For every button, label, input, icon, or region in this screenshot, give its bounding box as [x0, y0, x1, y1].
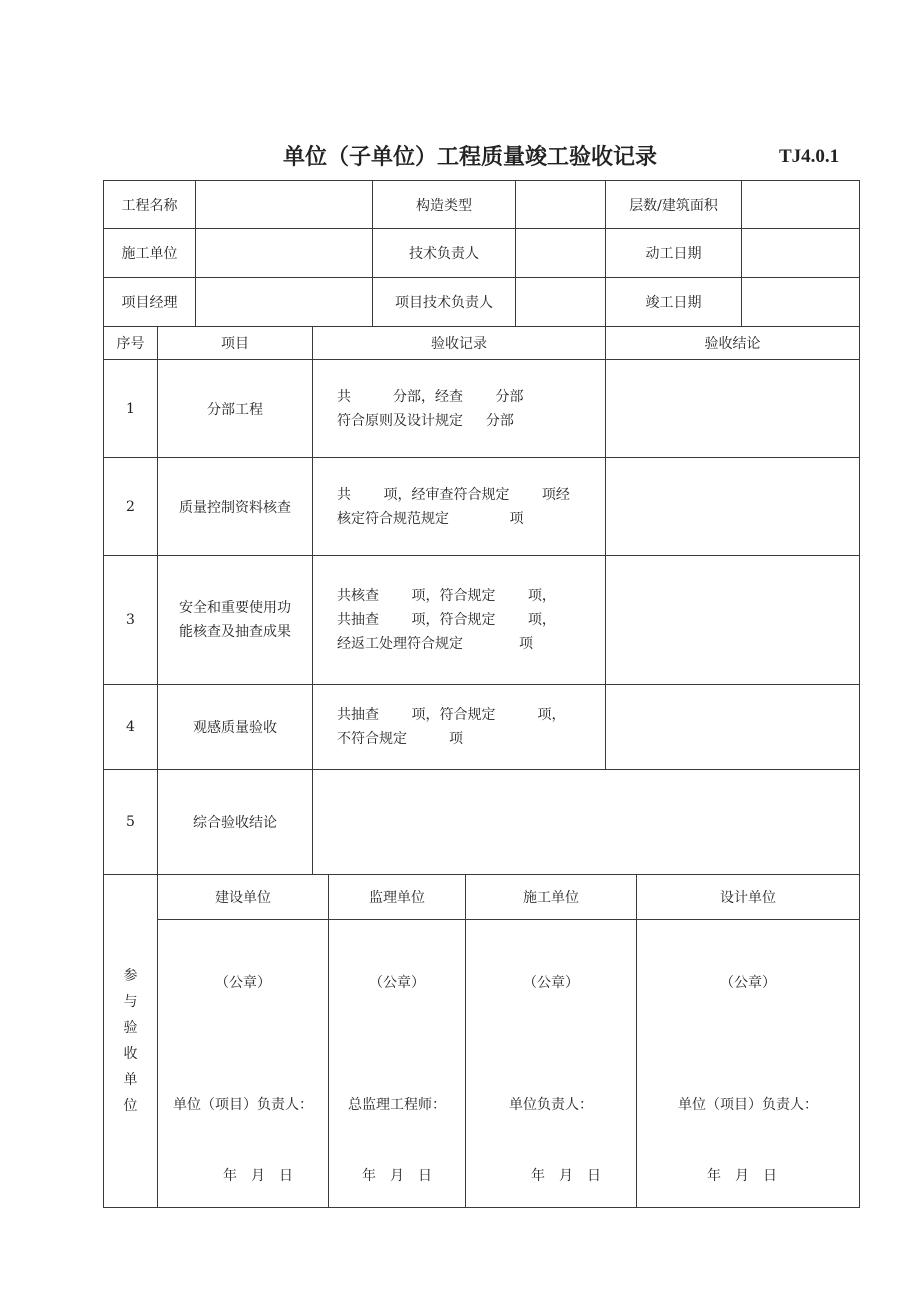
signer-label: 单位（项目）负责人：	[678, 1097, 818, 1113]
unit-name: 设计单位	[636, 874, 860, 920]
signature-cell[interactable]	[636, 919, 860, 1208]
signer-label: 总监理工程师：	[348, 1097, 446, 1113]
date-label: 年 月 日	[531, 1168, 601, 1184]
start-date-field[interactable]	[741, 228, 860, 278]
floors-area-field[interactable]	[741, 180, 860, 229]
unit-name: 施工单位	[465, 874, 637, 920]
label-tech-lead: 技术负责人	[372, 228, 516, 278]
header-conclusion: 验收结论	[605, 326, 860, 360]
project-tech-lead-field[interactable]	[515, 277, 606, 327]
unit-name: 监理单位	[328, 874, 466, 920]
project-manager-field[interactable]	[195, 277, 373, 327]
unit-name: 建设单位	[157, 874, 329, 920]
row-item: 分部工程	[157, 359, 313, 458]
seal-label: （公章）	[369, 975, 425, 991]
signature-cell[interactable]	[157, 919, 329, 1208]
label-completion-date: 竣工日期	[605, 277, 742, 327]
label-structure-type: 构造类型	[372, 180, 516, 229]
row-record: 共 项，经审查符合规定 项经 核定符合规范规定 项	[312, 457, 606, 556]
participants-label-cell	[103, 874, 158, 1208]
seal-label: （公章）	[523, 975, 579, 991]
row-item: 观感质量验收	[157, 684, 313, 770]
row-no: 5	[103, 769, 158, 875]
structure-type-field[interactable]	[515, 180, 606, 229]
row-item: 安全和重要使用功 能核查及抽查成果	[157, 555, 313, 685]
row-conclusion-field[interactable]	[605, 457, 860, 556]
label-project-tech-lead: 项目技术负责人	[372, 277, 516, 327]
row-record: 共核查 项，符合规定 项， 共抽查 项，符合规定 项， 经返工处理符合规定 项	[312, 555, 606, 685]
label-floors-area: 层数/建筑面积	[605, 180, 742, 229]
row-no: 4	[103, 684, 158, 770]
project-name-field[interactable]	[195, 180, 373, 229]
row-no: 1	[103, 359, 158, 458]
page-title: 单位（子单位）工程质量竣工验收记录	[282, 145, 657, 170]
date-label: 年 月 日	[362, 1168, 432, 1184]
signature-cell[interactable]	[328, 919, 466, 1208]
label-contractor: 施工单位	[103, 228, 196, 278]
row-record: 共 分部，经查 分部 符合原则及设计规定 分部	[312, 359, 606, 458]
row-item: 质量控制资料核查	[157, 457, 313, 556]
seal-label: （公章）	[215, 975, 271, 991]
completion-date-field[interactable]	[741, 277, 860, 327]
header-record: 验收记录	[312, 326, 606, 360]
signer-label: 单位（项目）负责人：	[173, 1097, 313, 1113]
row-conclusion-field[interactable]	[605, 684, 860, 770]
form-code: TJ4.0.1	[779, 146, 840, 167]
row-no: 3	[103, 555, 158, 685]
date-label: 年 月 日	[223, 1168, 293, 1184]
label-project-manager: 项目经理	[103, 277, 196, 327]
row-record: 共抽查 项，符合规定 项， 不符合规定 项	[312, 684, 606, 770]
row-no: 2	[103, 457, 158, 556]
label-project-name: 工程名称	[103, 180, 196, 229]
header-no: 序号	[103, 326, 158, 360]
row-item: 综合验收结论	[157, 769, 313, 875]
row-conclusion-field[interactable]	[605, 555, 860, 685]
signature-cell[interactable]	[465, 919, 637, 1208]
signer-label: 单位负责人：	[509, 1097, 593, 1113]
seal-label: （公章）	[720, 975, 776, 991]
overall-conclusion-field[interactable]	[312, 769, 860, 875]
participants-label: 参 与 验 收 单 位	[123, 968, 138, 1114]
label-start-date: 动工日期	[605, 228, 742, 278]
row-conclusion-field[interactable]	[605, 359, 860, 458]
date-label: 年 月 日	[707, 1168, 777, 1184]
contractor-field[interactable]	[195, 228, 373, 278]
tech-lead-field[interactable]	[515, 228, 606, 278]
header-item: 项目	[157, 326, 313, 360]
